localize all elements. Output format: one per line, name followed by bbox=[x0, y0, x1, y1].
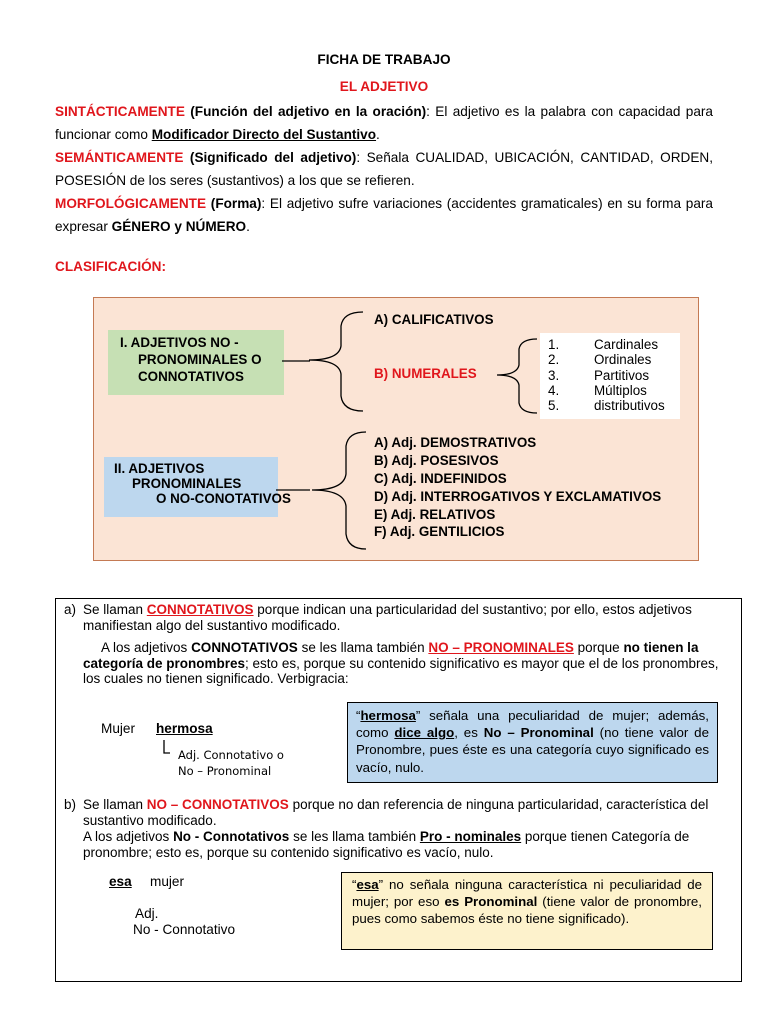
connector-line bbox=[276, 484, 312, 496]
example-b-label: Adj. No - Connotativo bbox=[133, 906, 236, 937]
example-b-adjective: esa bbox=[109, 874, 132, 889]
note-hermosa: “hermosa” señala una peculiaridad de mujer; además, como dice algo, es No – Pronominal (no tiene valor de Pronombre, pues éste es una categoría cuyo significado es vacío, nulo. bbox=[347, 702, 718, 783]
brace-numerales bbox=[495, 337, 539, 417]
list-item: A) Adj. DEMOSTRATIVOS bbox=[374, 435, 537, 450]
page-subtitle: EL ADJETIVO bbox=[339, 79, 429, 94]
numerales-label: B) NUMERALES bbox=[374, 366, 477, 381]
list-item: 1. Cardinales bbox=[548, 337, 659, 352]
group1-box: I. ADJETIVOS NO - PRONOMINALES O CONNOTATIVOS bbox=[108, 330, 284, 395]
section-a-paragraph-1: Se llaman CONNOTATIVOS porque indican una particularidad del sustantivo; por ello, estos adjetivos manifiestan algo del sustantivo modificado. bbox=[83, 602, 692, 633]
page-title: FICHA DE TRABAJO bbox=[317, 52, 451, 67]
example-b-noun: mujer bbox=[150, 874, 184, 889]
section-b-paragraph-2: A los adjetivos No - Connotativos se les llama también Pro - nominales porque tienen Categoría de pronombre; esto es, porque su contenido significativo es vacío, nulo. bbox=[83, 829, 690, 860]
sintactic-paragraph: SINTÁCTICAMENTE (Función del adjetivo en la oración): El adjetivo es la palabra con capacidad para funcionar como Modificador Directo del Sustantivo. bbox=[55, 104, 713, 142]
group2-box: II. ADJETIVOS PRONOMINALES O NO-CONOTATIVOS bbox=[104, 457, 278, 517]
list-item: 4. Múltiplos bbox=[548, 382, 647, 398]
semantic-paragraph: SEMÁNTICAMENTE (Significado del adjetivo): Señala CUALIDAD, UBICACIÓN, CANTIDAD, ORDEN, POSESIÓN de los seres (sustantivos) a los que se refieren. bbox=[55, 150, 714, 188]
brace-group2 bbox=[308, 430, 368, 552]
example-a-adjective: hermosa bbox=[156, 721, 213, 736]
example-a-noun: Mujer bbox=[101, 721, 135, 736]
note-esa: “esa” no señala ninguna característica ni peculiaridad de mujer; por eso es Pronominal (tiene valor de pronombre, pues como sabemos éste no tiene significado). bbox=[341, 872, 713, 950]
connector-line bbox=[282, 355, 312, 367]
list-item: C) Adj. INDEFINIDOS bbox=[374, 471, 507, 486]
list-item: E) Adj. RELATIVOS bbox=[374, 507, 496, 522]
morphologic-paragraph: MORFOLÓGICAMENTE (Forma): El adjetivo sufre variaciones (accidentes gramaticales) en su forma para expresar GÉNERO y NÚMERO. bbox=[55, 196, 713, 234]
section-a-paragraph-2: A los adjetivos CONNOTATIVOS se les llama también NO – PRONOMINALES porque no tienen la categoría de pronombres; esto es, porque su contenido significativo es mayor que el de los pronombres, los cuales no tienen significado. Verbigracia: bbox=[83, 640, 719, 686]
example-a-label-box: Adj. Connotativo o No – Pronominal bbox=[170, 744, 320, 782]
numerales-list bbox=[540, 333, 680, 419]
section-b-paragraph-1: Se llaman NO – CONNOTATIVOS porque no dan referencia de ninguna particularidad, característica del sustantivo modificado. bbox=[83, 797, 709, 828]
list-item: F) Adj. GENTILICIOS bbox=[374, 524, 505, 539]
section-b-marker: b) bbox=[64, 797, 77, 812]
brace-group1 bbox=[305, 310, 365, 415]
calificativos-label: A) CALIFICATIVOS bbox=[374, 312, 494, 327]
list-item: 2. Ordinales bbox=[548, 352, 652, 368]
list-item: 3. Partitivos bbox=[548, 367, 650, 383]
list-item: D) Adj. INTERROGATIVOS Y EXCLAMATIVOS bbox=[374, 489, 662, 504]
list-item: B) Adj. POSESIVOS bbox=[374, 453, 499, 468]
list-item: 5. distributivos bbox=[548, 398, 665, 414]
classification-heading: CLASIFICACIÓN: bbox=[55, 259, 167, 274]
section-a-marker: a) bbox=[64, 602, 77, 617]
